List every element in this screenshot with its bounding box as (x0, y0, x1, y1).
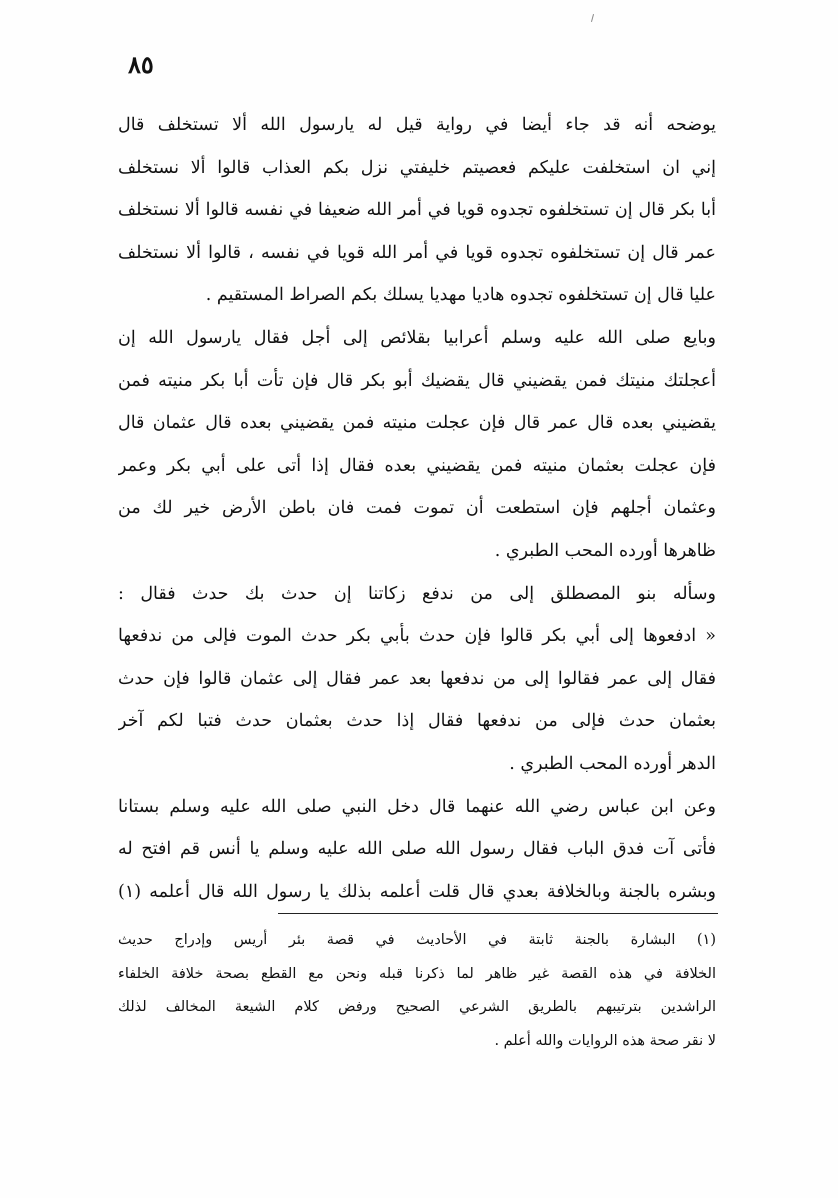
footnotes (118, 924, 716, 1058)
text-line: الدهر أورده المحب الطبري . (509, 753, 716, 774)
text-line: بعثمان حدث فإلى من ندفعها فقال إذا حدث بعثمان حدث فتبا لكم آخر (118, 711, 716, 732)
main-text (118, 104, 716, 913)
footnote-separator (278, 913, 718, 914)
footnote-line: الخلافة في هذه القصة غير ظاهر لما ذكرنا قبله ونحن مع القطع بصحة خلافة الخلفاء (118, 965, 716, 982)
text-line: فإن عجلت بعثمان منيته فمن يقضيني بعده فقال إذا أتى على أبي بكر وعمر (118, 455, 716, 476)
text-line: وسأله بنو المصطلق إلى من ندفع زكاتنا إن حدث بك حدث فقال : (118, 583, 716, 604)
text-line: فأتى آت فدق الباب فقال رسول الله صلى الله عليه وسلم يا أنس قم افتح له (118, 839, 716, 860)
footnote-line: (١) البشارة بالجنة ثابتة في الأحاديث في قصة بئر أريس وإدراج حديث (118, 932, 716, 948)
page-number: ٨٥ (128, 50, 154, 79)
text-line: « ادفعوها إلى أبي بكر قالوا فإن حدث بأبي بكر حدث الموت فإلى من ندفعها (118, 626, 716, 647)
scan-mark (591, 14, 594, 22)
text-line: وبشره بالجنة وبالخلافة بعدي قال قلت أعلمه بذلك يا رسول الله قال أعلمه (١) (118, 881, 716, 902)
text-line: وبايع صلى الله عليه وسلم أعرابيا بقلائص إلى أجل فقال يارسول الله إن (118, 327, 716, 348)
text-line: يوضحه أنه قد جاء أيضا في رواية قيل له يارسول الله ألا تستخلف قال (118, 115, 716, 135)
text-line: عليا قال إن تستخلفوه تجدوه هاديا مهديا يسلك بكم الصراط المستقيم . (205, 285, 716, 306)
footnote-line: الراشدين بترتيبهم بالطريق الشرعي الصحيح ورفض كلام الشيعة المخالف لذلك (118, 999, 716, 1015)
text-line: أبا بكر قال إن تستخلفوه تجدوه قويا في أمر الله ضعيفا في نفسه قالوا ألا نستخلف (118, 200, 716, 221)
text-line: إني ان استخلفت عليكم فعصيتم خليفتي نزل بكم العذاب قالوا ألا نستخلف (118, 157, 716, 178)
text-line: فقال إلى عمر فقالوا إلى من ندفعها بعد عمر فقال إلى عثمان قالوا فإن حدث (118, 668, 716, 689)
footnote-line: لا نقر صحة هذه الروايات والله أعلم . (494, 1032, 716, 1049)
text-line: عمر قال إن تستخلفوه تجدوه قويا في أمر الله قويا في نفسه ، قالوا ألا نستخلف (118, 242, 716, 263)
text-line: وعن ابن عباس رضي الله عنهما قال دخل النبي صلى الله عليه وسلم بستانا (118, 796, 716, 817)
text-line: وعثمان أجلهم فإن استطعت أن تموت فمت فان باطن الأرض خير لك من (118, 498, 716, 519)
text-line: يقضيني بعده قال عمر قال فإن عجلت منيته فمن يقضيني بعده قال عثمان قال (118, 413, 716, 434)
text-line: ظاهرها أورده المحب الطبري . (494, 540, 716, 561)
text-line: أعجلتك منيتك فمن يقضيني قال يقضيك أبو بكر قال فإن تأت أبا بكر منيته فمن (118, 370, 716, 391)
